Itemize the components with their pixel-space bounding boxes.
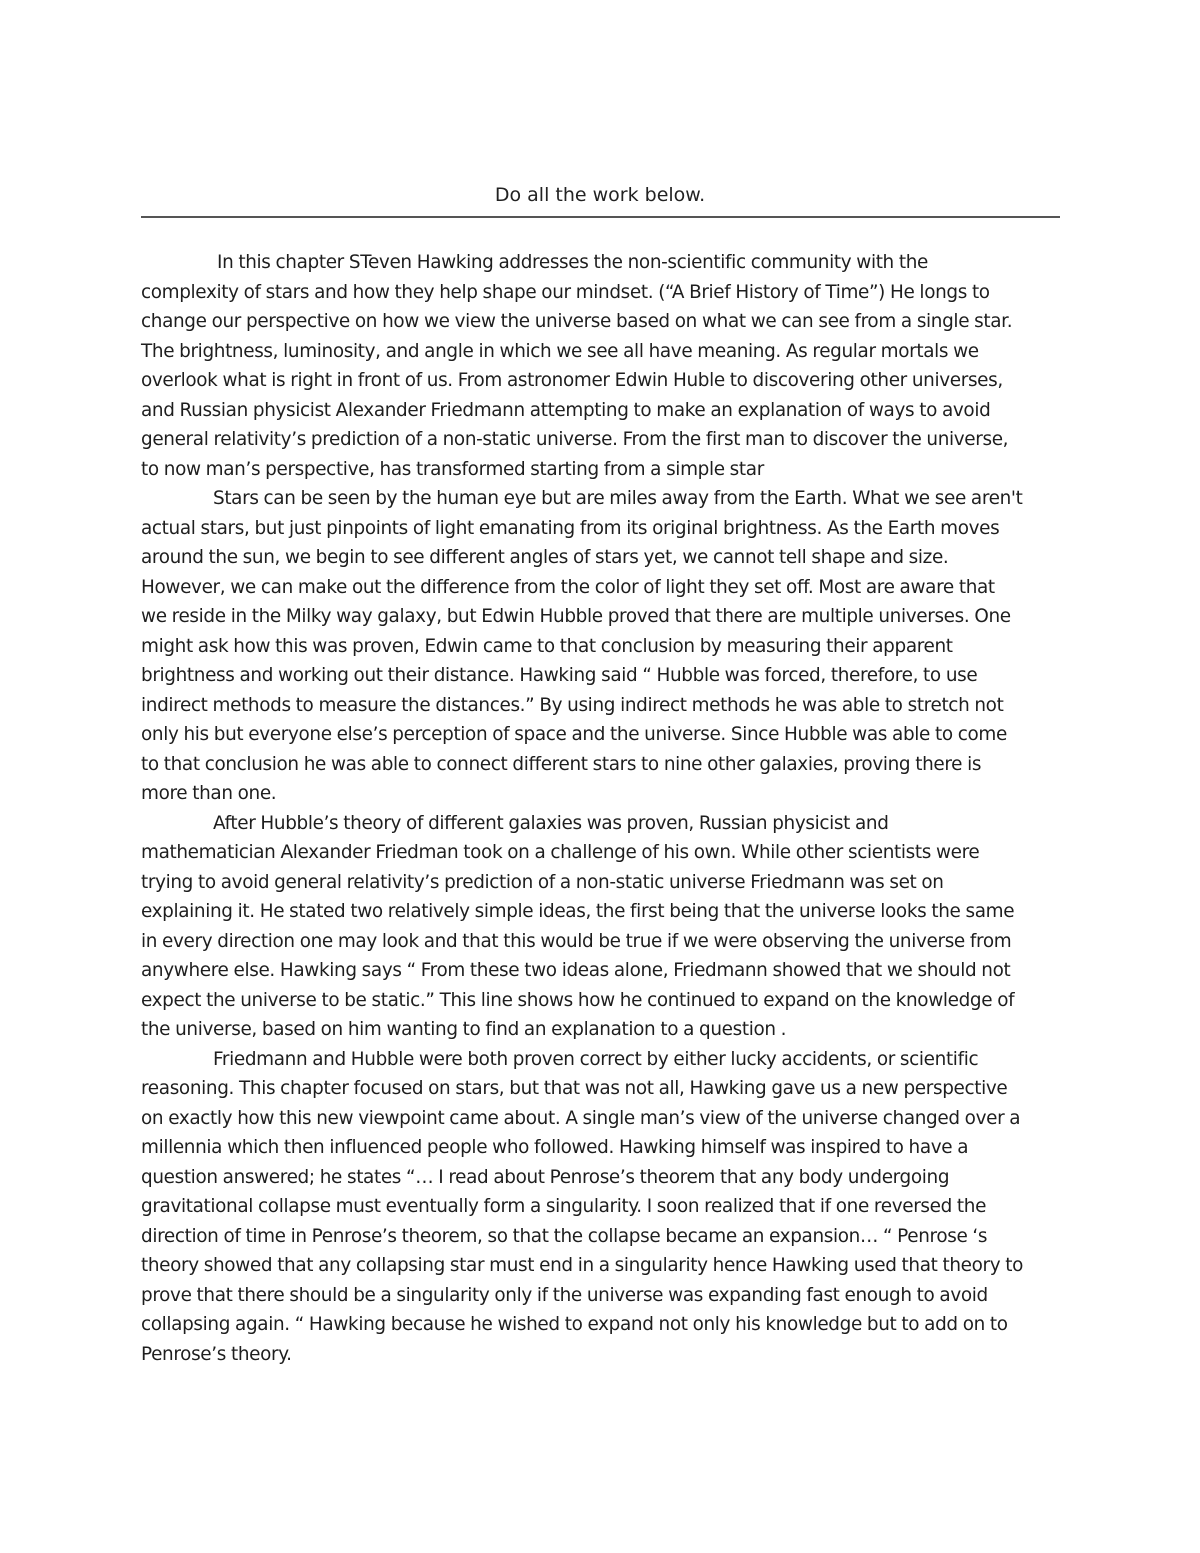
essay-paragraph-3: After Hubble’s theory of different galaxies was proven, Russian physicist and mathematician Alexander Friedman took on a challenge of his own. While other scientists were trying to avoid general relativity’s prediction of a non-static universe Friedmann was set on explaining it. He stated two relatively simple ideas, the first being that the universe looks the same in every direction one may look and that this would be true if we were observing the universe from anywhere else. Hawking says “ From these two ideas alone, Friedmann showed that we should not expect the universe to be static.” This line shows how he continued to expand on the knowledge of the universe, based on him wanting to find an explanation to a question . [141,812,1015,1040]
essay-paragraph-1: In this chapter STeven Hawking addresses the non-scientific community with the complexity of stars and how they help shape our mindset. (“A Brief History of Time”) He longs to change our perspective on how we view the universe based on what we can see from a single star. The brightness, luminosity, and angle in which we see all have meaning. As regular mortals we overlook what is right in front of us. From astronomer Edwin Huble to discovering other universes, and Russian physicist Alexander Friedmann attempting to make an explanation of ways to avoid general relativity’s prediction of a non-static universe. From the first man to discover the universe, to now man’s perspective, has transformed starting from a simple star [141,252,1013,480]
header-divider [141,216,1060,218]
essay-paragraph-2: Stars can be seen by the human eye but are miles away from the Earth. What we see aren't actual stars, but just pinpoints of light emanating from its original brightness. As the Earth moves around the sun, we begin to see different angles of stars yet, we cannot tell shape and size. However, we can make out the difference from the color of light they set off. Most are aware that we reside in the Milky way galaxy, but Edwin Hubble proved that there are multiple universes. One might ask how this was proven, Edwin came to that conclusion by measuring their apparent brightness and working out their distance. Hawking said “ Hubble was forced, therefore, to use indirect methods to measure the distances.” By using indirect methods he was able to stretch not only his but everyone else’s perception of space and the universe. Since Hubble was able to come to that conclusion he was able to connect different stars to nine other galaxies, proving there is more than one. [141,488,1023,804]
essay-body [141,248,1061,1369]
essay-paragraph-4: Friedmann and Hubble were both proven correct by either lucky accidents, or scientific reasoning. This chapter focused on stars, but that was not all, Hawking gave us a new perspective on exactly how this new viewpoint came about. A single man’s view of the universe changed over a millennia which then influenced people who followed. Hawking himself was inspired to have a question answered; he states “… I read about Penrose’s theorem that any body undergoing gravitational collapse must eventually form a singularity. I soon realized that if one reversed the direction of time in Penrose’s theorem, so that the collapse became an expansion… “ Penrose ‘s theory showed that any collapsing star must end in a singularity hence Hawking used that theory to prove that there should be a singularity only if the universe was expanding fast enough to avoid collapsing again. “ Hawking because he wished to expand not only his knowledge but to add on to Penrose’s theory. [141,1048,1024,1365]
page-header-instruction: Do all the work below. [494,184,706,206]
